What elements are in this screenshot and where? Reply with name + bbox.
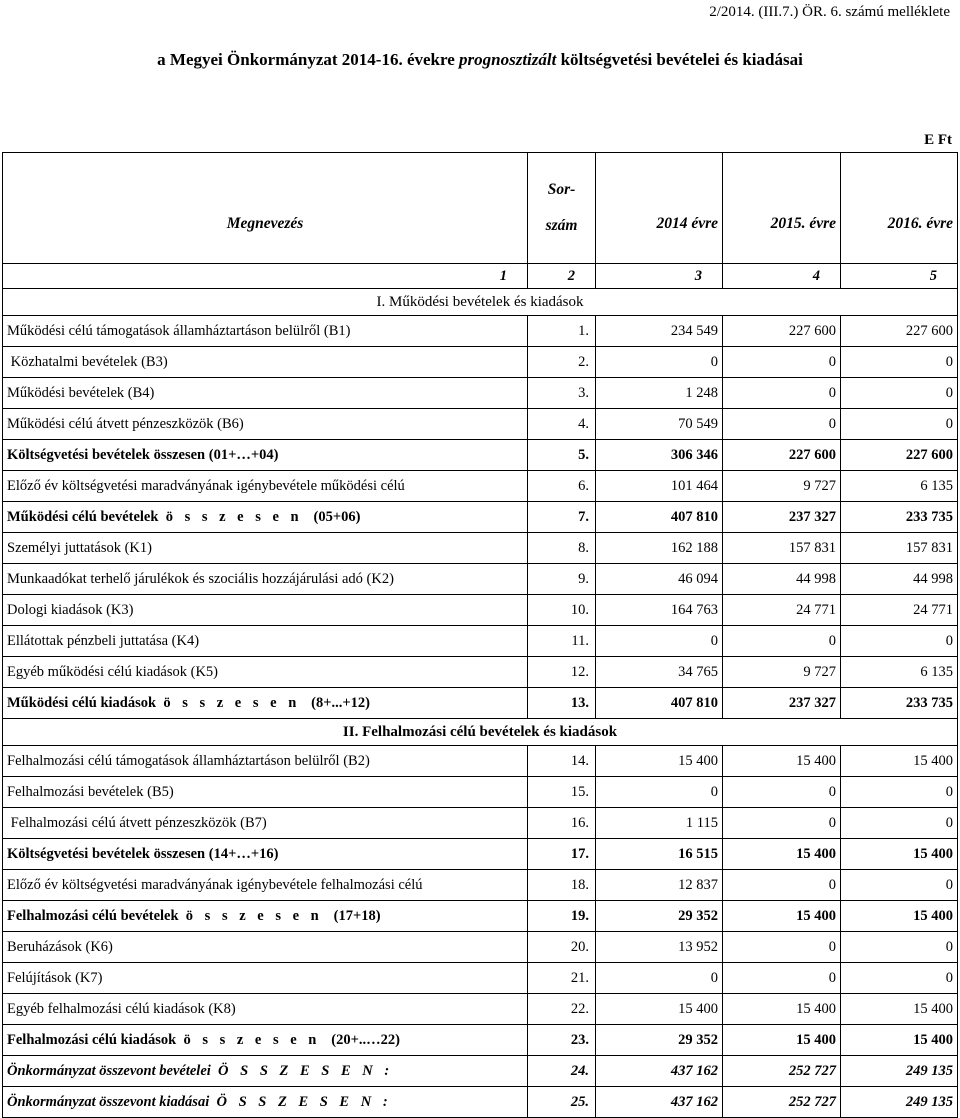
value-2014: 15 400 — [596, 746, 723, 777]
table-row — [3, 1087, 958, 1118]
row-name-text: Felhalmozási bevételek (B5) — [7, 783, 174, 800]
value-2016: 157 831 — [841, 533, 958, 564]
col-index-4: 4 — [723, 264, 841, 289]
row-number: 7. — [528, 502, 596, 533]
row-name-text: Egyéb működési célú kiadások (K5) — [7, 663, 219, 680]
row-name-text: Önkormányzat összevont kiadásai — [7, 1093, 210, 1110]
value-2014: 29 352 — [596, 1025, 723, 1056]
value-2016: 0 — [841, 777, 958, 808]
row-number: 3. — [528, 378, 596, 409]
value-2016: 0 — [841, 963, 958, 994]
row-name-text: Dologi kiadások (K3) — [7, 601, 134, 618]
row-number: 11. — [528, 626, 596, 657]
value-2014: 101 464 — [596, 471, 723, 502]
value-2014: 29 352 — [596, 901, 723, 932]
row-number: 23. — [528, 1025, 596, 1056]
table-row — [3, 502, 958, 533]
row-number: 24. — [528, 1056, 596, 1087]
section-2-heading: II. Felhalmozási célú bevételek és kiadások — [3, 719, 958, 746]
value-2015: 0 — [723, 347, 841, 378]
value-2016: 6 135 — [841, 657, 958, 688]
row-name — [3, 626, 528, 657]
row-name-text: Munkaadókat terhelő járulékok és szociális hozzájárulási adó (K2) — [7, 570, 394, 587]
table-row — [3, 440, 958, 471]
row-name — [3, 1087, 528, 1118]
value-2016: 0 — [841, 808, 958, 839]
value-2014: 306 346 — [596, 440, 723, 471]
table-row — [3, 688, 958, 719]
row-name — [3, 746, 528, 777]
row-name-text: Működési bevételek (B4) — [7, 384, 155, 401]
row-number: 6. — [528, 471, 596, 502]
row-name — [3, 839, 528, 870]
title-italic-word: prognosztizált — [459, 50, 557, 69]
section-heading-row — [3, 289, 958, 316]
row-name — [3, 502, 528, 533]
value-2015: 227 600 — [723, 440, 841, 471]
value-2016: 6 135 — [841, 471, 958, 502]
table-row — [3, 963, 958, 994]
value-2016: 0 — [841, 932, 958, 963]
table-row — [3, 316, 958, 347]
row-number: 10. — [528, 595, 596, 626]
value-2015: 237 327 — [723, 688, 841, 719]
value-2016: 0 — [841, 409, 958, 440]
row-number: 15. — [528, 777, 596, 808]
row-number: 8. — [528, 533, 596, 564]
value-2014: 407 810 — [596, 688, 723, 719]
row-name-text: Költségvetési bevételek összesen (01+…+04) — [7, 446, 279, 463]
value-2015: 252 727 — [723, 1087, 841, 1118]
row-number: 4. — [528, 409, 596, 440]
row-name — [3, 1025, 528, 1056]
value-2016: 44 998 — [841, 564, 958, 595]
table-row — [3, 777, 958, 808]
table-row — [3, 994, 958, 1025]
value-2014: 46 094 — [596, 564, 723, 595]
row-name — [3, 808, 528, 839]
value-2016: 233 735 — [841, 502, 958, 533]
row-name-text: Felhalmozási célú átvett pénzeszközök (B7) — [7, 814, 267, 831]
table-row — [3, 1025, 958, 1056]
value-2015: 0 — [723, 963, 841, 994]
col-index-2: 2 — [528, 264, 596, 289]
row-number: 9. — [528, 564, 596, 595]
row-name — [3, 777, 528, 808]
value-2014: 13 952 — [596, 932, 723, 963]
value-2014: 407 810 — [596, 502, 723, 533]
value-2015: 9 727 — [723, 657, 841, 688]
col-index-3: 3 — [596, 264, 723, 289]
row-name — [3, 1056, 528, 1087]
table-row — [3, 808, 958, 839]
table-row — [3, 657, 958, 688]
row-name — [3, 932, 528, 963]
value-2014: 1 115 — [596, 808, 723, 839]
header-sorszam — [528, 153, 596, 264]
column-index-row — [3, 264, 958, 289]
value-2016: 15 400 — [841, 901, 958, 932]
value-2016: 0 — [841, 347, 958, 378]
document-title — [0, 50, 960, 70]
table-row — [3, 839, 958, 870]
row-name-formula: (8+...+12) — [311, 694, 370, 711]
row-name-total-word: ö s s z e s e n — [185, 907, 323, 924]
row-number: 22. — [528, 994, 596, 1025]
row-name-text: Működési célú átvett pénzeszközök (B6) — [7, 415, 244, 432]
row-name — [3, 870, 528, 901]
row-name-text: Működési célú kiadások — [7, 694, 157, 711]
row-name — [3, 409, 528, 440]
row-number: 5. — [528, 440, 596, 471]
header-row — [3, 153, 958, 264]
unit-label: E Ft — [924, 132, 952, 148]
value-2016: 24 771 — [841, 595, 958, 626]
value-2015: 0 — [723, 870, 841, 901]
header-2016: 2016. évre — [841, 153, 958, 264]
row-name-total-word: Ö S S Z E S E N : — [216, 1093, 392, 1110]
annex-reference: 2/2014. (III.7.) ÖR. 6. számú melléklete — [709, 4, 950, 20]
value-2014: 0 — [596, 626, 723, 657]
row-name-text: Beruházások (K6) — [7, 938, 113, 955]
table-row — [3, 347, 958, 378]
row-name — [3, 963, 528, 994]
row-name-text: Működési célú bevételek — [7, 508, 159, 525]
section-heading-row — [3, 719, 958, 746]
row-name-text: Felhalmozási célú támogatások államháztartáson belülről (B2) — [7, 752, 370, 769]
table-row — [3, 1056, 958, 1087]
value-2015: 0 — [723, 409, 841, 440]
row-name-text: Előző év költségvetési maradványának igénybevétele működési célú — [7, 477, 405, 494]
table-row — [3, 533, 958, 564]
value-2016: 0 — [841, 626, 958, 657]
row-name-total-word: ö s s z e s e n — [165, 508, 303, 525]
section-1-heading: I. Működési bevételek és kiadások — [3, 289, 958, 316]
value-2015: 227 600 — [723, 316, 841, 347]
row-name — [3, 316, 528, 347]
value-2015: 24 771 — [723, 595, 841, 626]
value-2015: 0 — [723, 626, 841, 657]
header-2015: 2015. évre — [723, 153, 841, 264]
table-row — [3, 870, 958, 901]
row-name-text: Felhalmozási célú bevételek — [7, 907, 179, 924]
row-number: 1. — [528, 316, 596, 347]
row-number: 14. — [528, 746, 596, 777]
value-2014: 162 188 — [596, 533, 723, 564]
value-2014: 16 515 — [596, 839, 723, 870]
row-name-text: Közhatalmi bevételek (B3) — [7, 353, 168, 370]
row-name-text: Költségvetési bevételek összesen (14+…+16) — [7, 845, 279, 862]
value-2014: 0 — [596, 777, 723, 808]
row-name — [3, 440, 528, 471]
value-2014: 34 765 — [596, 657, 723, 688]
value-2015: 252 727 — [723, 1056, 841, 1087]
row-number: 18. — [528, 870, 596, 901]
value-2015: 15 400 — [723, 994, 841, 1025]
row-name-text: Egyéb felhalmozási célú kiadások (K8) — [7, 1000, 236, 1017]
value-2015: 15 400 — [723, 901, 841, 932]
value-2015: 0 — [723, 808, 841, 839]
row-name — [3, 994, 528, 1025]
value-2014: 15 400 — [596, 994, 723, 1025]
value-2014: 0 — [596, 963, 723, 994]
value-2015: 15 400 — [723, 839, 841, 870]
row-name-formula: (17+18) — [333, 907, 381, 924]
row-number: 13. — [528, 688, 596, 719]
value-2016: 0 — [841, 378, 958, 409]
row-name-total-word: Ö S S Z E S E N : — [218, 1062, 394, 1079]
table-row — [3, 471, 958, 502]
table-row — [3, 746, 958, 777]
table-row — [3, 901, 958, 932]
header-2014: 2014 évre — [596, 153, 723, 264]
value-2016: 15 400 — [841, 994, 958, 1025]
value-2015: 15 400 — [723, 746, 841, 777]
row-number: 2. — [528, 347, 596, 378]
row-number: 19. — [528, 901, 596, 932]
value-2016: 15 400 — [841, 839, 958, 870]
budget-table — [2, 152, 958, 1118]
title-part-2: költségvetési bevételei és kiadásai — [560, 50, 803, 69]
value-2015: 0 — [723, 378, 841, 409]
row-name-text: Előző év költségvetési maradványának igénybevétele felhalmozási célú — [7, 876, 423, 893]
row-number: 20. — [528, 932, 596, 963]
row-name — [3, 688, 528, 719]
row-name — [3, 564, 528, 595]
value-2014: 437 162 — [596, 1056, 723, 1087]
row-name — [3, 901, 528, 932]
row-name-text: Önkormányzat összevont bevételei — [7, 1062, 211, 1079]
table-row — [3, 626, 958, 657]
row-name — [3, 533, 528, 564]
header-szam: szám — [545, 217, 578, 234]
value-2016: 227 600 — [841, 316, 958, 347]
table-row — [3, 564, 958, 595]
value-2016: 249 135 — [841, 1056, 958, 1087]
value-2015: 44 998 — [723, 564, 841, 595]
row-name-text: Működési célú támogatások államháztartáson belülről (B1) — [7, 322, 351, 339]
table-row — [3, 932, 958, 963]
row-name-formula: (05+06) — [313, 508, 361, 525]
row-name — [3, 471, 528, 502]
value-2016: 233 735 — [841, 688, 958, 719]
row-name — [3, 657, 528, 688]
row-name-formula: (20+..…22) — [331, 1031, 400, 1048]
title-part-1: a Megyei Önkormányzat 2014-16. évekre — [157, 50, 455, 69]
row-name-text: Ellátottak pénzbeli juttatása (K4) — [7, 632, 200, 649]
value-2015: 0 — [723, 932, 841, 963]
value-2016: 0 — [841, 870, 958, 901]
value-2014: 70 549 — [596, 409, 723, 440]
value-2015: 15 400 — [723, 1025, 841, 1056]
col-index-5: 5 — [841, 264, 958, 289]
row-name-text: Felújítások (K7) — [7, 969, 103, 986]
value-2016: 15 400 — [841, 1025, 958, 1056]
row-name — [3, 378, 528, 409]
row-name — [3, 347, 528, 378]
value-2014: 234 549 — [596, 316, 723, 347]
value-2015: 157 831 — [723, 533, 841, 564]
value-2014: 437 162 — [596, 1087, 723, 1118]
row-number: 25. — [528, 1087, 596, 1118]
value-2014: 12 837 — [596, 870, 723, 901]
header-sor: Sor- — [547, 181, 576, 198]
value-2015: 237 327 — [723, 502, 841, 533]
value-2016: 15 400 — [841, 746, 958, 777]
row-name-total-word: ö s s z e s e n — [163, 694, 301, 711]
value-2014: 1 248 — [596, 378, 723, 409]
value-2016: 227 600 — [841, 440, 958, 471]
header-name: Megnevezés — [3, 153, 528, 264]
row-number: 17. — [528, 839, 596, 870]
value-2014: 164 763 — [596, 595, 723, 626]
value-2016: 249 135 — [841, 1087, 958, 1118]
row-number: 16. — [528, 808, 596, 839]
value-2015: 9 727 — [723, 471, 841, 502]
row-name — [3, 595, 528, 626]
value-2015: 0 — [723, 777, 841, 808]
row-name-text: Személyi juttatások (K1) — [7, 539, 152, 556]
value-2014: 0 — [596, 347, 723, 378]
table-row — [3, 378, 958, 409]
row-name-total-word: ö s s z e s e n — [183, 1031, 321, 1048]
row-number: 12. — [528, 657, 596, 688]
col-index-1: 1 — [3, 264, 528, 289]
row-name-text: Felhalmozási célú kiadások — [7, 1031, 177, 1048]
table-row — [3, 595, 958, 626]
table-row — [3, 409, 958, 440]
row-number: 21. — [528, 963, 596, 994]
